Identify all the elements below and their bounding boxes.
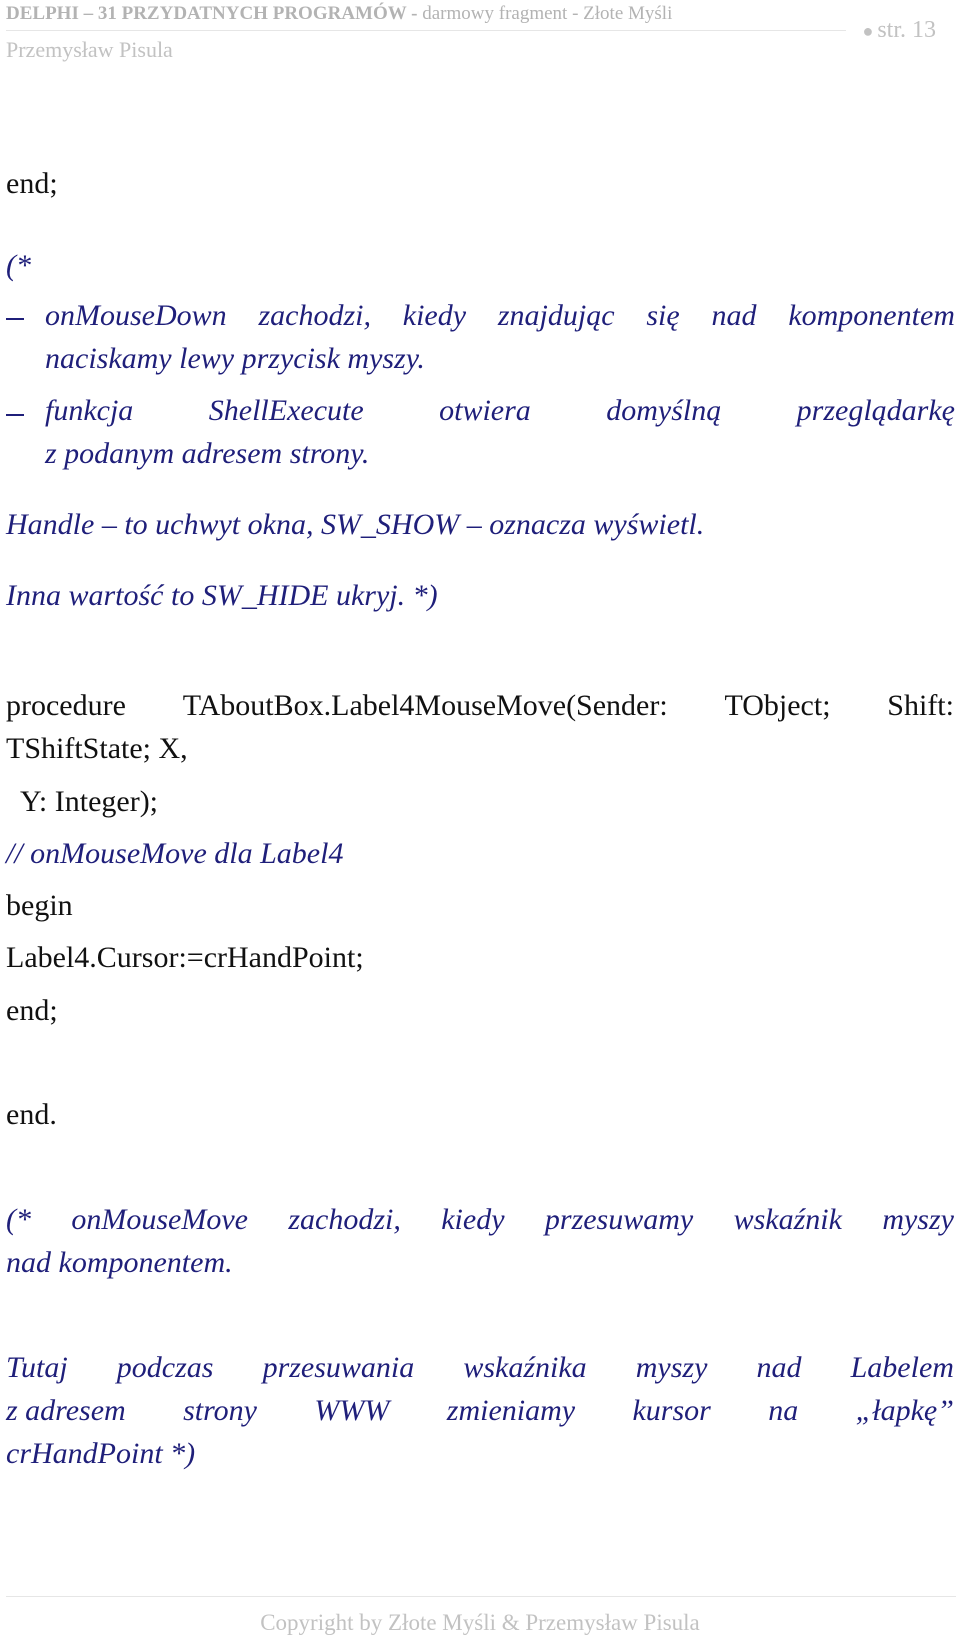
word: funkcja	[45, 394, 134, 427]
word: na	[768, 1394, 799, 1427]
word: Labelem	[850, 1351, 954, 1384]
word: myszy	[882, 1203, 954, 1236]
word: procedure	[6, 689, 126, 722]
cursor-line: Label4.Cursor:=crHandPoint;	[6, 941, 364, 974]
header-title-bold: DELPHI – 31 PRZYDATNYCH PROGRAMÓW -	[6, 3, 418, 24]
word: TObject;	[724, 689, 831, 722]
tutaj-line1	[6, 1346, 954, 1390]
page-number	[862, 14, 936, 47]
word: kiedy	[402, 299, 467, 332]
footer-divider	[6, 1596, 956, 1597]
comment-open: (*	[6, 249, 31, 282]
word: Tutaj	[6, 1351, 68, 1384]
word: wskaźnik	[733, 1203, 842, 1236]
begin-line: begin	[6, 889, 73, 922]
word: otwiera	[439, 394, 531, 427]
word: zmieniamy	[446, 1394, 576, 1427]
word: kursor	[632, 1394, 711, 1427]
page-label: str.	[877, 17, 906, 43]
word: znajdując	[497, 299, 615, 332]
word: myszy	[635, 1351, 708, 1384]
header-title	[6, 2, 672, 26]
word: onMouseMove	[71, 1203, 248, 1236]
word: domyślną	[606, 394, 722, 427]
code-end-line: end;	[6, 167, 58, 200]
word: podczas	[116, 1351, 214, 1384]
word: zachodzi,	[288, 1203, 401, 1236]
header-author: Przemysław Pisula	[6, 37, 173, 62]
word: się	[646, 299, 680, 332]
bullet1-line2: naciskamy lewy przycisk myszy.	[45, 342, 425, 375]
bullet-dot-icon: ●	[862, 21, 874, 41]
procedure-line1	[6, 684, 954, 728]
page-number-value: 13	[912, 17, 936, 43]
word: WWW	[314, 1394, 390, 1427]
mousemove-line1	[6, 1198, 954, 1242]
word: komponentem	[788, 299, 955, 332]
code-comment-line: // onMouseMove dla Label4	[6, 837, 344, 870]
word: wskaźnika	[463, 1351, 587, 1384]
bullet2-line2: z podanym adresem strony.	[45, 437, 370, 470]
word: zachodzi,	[258, 299, 371, 332]
end-semicolon-line: end;	[6, 994, 58, 1027]
word: przesuwania	[262, 1351, 415, 1384]
word: strony	[183, 1394, 257, 1427]
end-dot-line: end.	[6, 1098, 57, 1131]
tutaj-line3: crHandPoint *)	[6, 1437, 196, 1470]
word: nad	[711, 299, 757, 332]
page-header	[6, 0, 936, 62]
word: ShellExecute	[208, 394, 364, 427]
word: „łapkę”	[855, 1394, 954, 1427]
word: z adresem	[6, 1394, 126, 1427]
word: TAboutBox.Label4MouseMove(Sender:	[182, 689, 668, 722]
tutaj-line2	[6, 1389, 954, 1433]
dash-bullet-icon	[6, 414, 24, 416]
procedure-line2: TShiftState; X,	[6, 732, 188, 765]
word: kiedy	[441, 1203, 505, 1236]
header-divider	[6, 30, 846, 31]
bullet1-line1	[45, 294, 955, 338]
footer-copyright: Copyright by Złote Myśli & Przemysław Pisula	[260, 1610, 700, 1635]
mousemove-line2: nad komponentem.	[6, 1246, 233, 1279]
word: onMouseDown	[45, 299, 227, 332]
handle-line: Handle – to uchwyt okna, SW_SHOW – oznacza wyświetl.	[6, 508, 705, 541]
word: nad	[756, 1351, 802, 1384]
word: Shift:	[887, 689, 954, 722]
inna-line: Inna wartość to SW_HIDE ukryj. *)	[6, 579, 438, 612]
word: (*	[6, 1203, 31, 1236]
header-title-rest: darmowy fragment - Złote Myśli	[417, 3, 673, 24]
bullet2-line1	[45, 389, 955, 433]
word: przesuwamy	[544, 1203, 694, 1236]
word: przeglądarkę	[796, 394, 955, 427]
procedure-line3: Y: Integer);	[20, 785, 159, 818]
dash-bullet-icon	[6, 318, 24, 320]
